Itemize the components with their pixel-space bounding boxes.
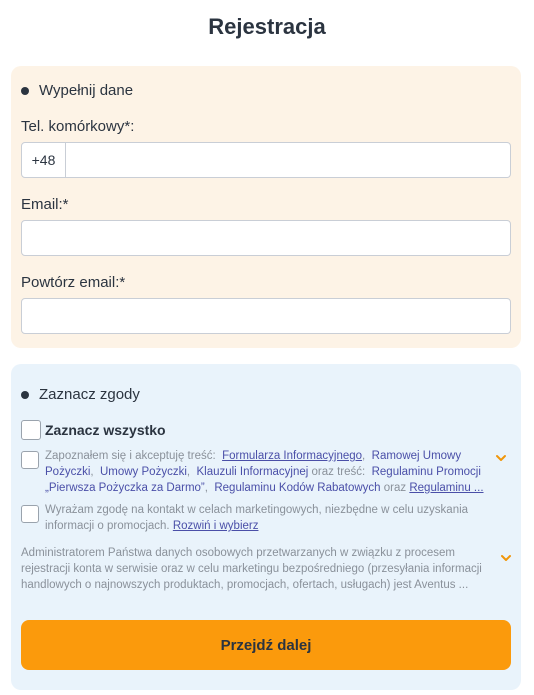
page-title: Rejestracja [208, 14, 326, 39]
expand-chevron-icon[interactable] [495, 452, 507, 464]
email-repeat-label: Powtórz email:* [21, 274, 126, 291]
marketing-expand-link[interactable]: Rozwiń i wybierz [172, 520, 259, 532]
email-field [21, 220, 511, 256]
personal-data-section [11, 66, 521, 348]
terms-sep: , [204, 482, 208, 494]
marketing-text [45, 502, 497, 534]
expand-chevron-icon[interactable] [500, 552, 512, 564]
terms-sep: , [362, 450, 366, 462]
terms-link-promocja[interactable]: Regulaminu Promocji „Pierwsza Pożyczka za Darmo” [45, 466, 481, 494]
phone-input[interactable] [66, 143, 510, 177]
email-repeat-input[interactable] [22, 299, 510, 333]
consent-section [11, 364, 521, 690]
section-heading-text: Wypełnij dane [39, 82, 134, 99]
select-all-checkbox[interactable] [21, 420, 41, 440]
terms-link-formularz[interactable]: Formularza Informacyjnego [222, 450, 363, 462]
section-heading [21, 386, 140, 403]
bullet-icon [21, 87, 29, 95]
marketing-checkbox[interactable] [21, 505, 39, 523]
marketing-text-body: Wyrażam zgodę na kontakt w celach marketingowych, niezbędne w celu uzyskania informacji o promocjach. [45, 504, 469, 532]
terms-link-kody[interactable]: Regulaminu Kodów Rabatowych [214, 482, 381, 494]
terms-prefix: Zapoznałem się i akceptuję treść: [45, 450, 216, 462]
section-heading [21, 82, 133, 99]
admin-info-text: Administratorem Państwa danych osobowych przetwarzanych w związku z procesem rejestracji konta w serwisie oraz w celu marketingu bezpośredniego (przesyłania informacji handlowych o najnowszych produktach, promocjach, ofertach, usługach) jest Aventus ... [21, 547, 482, 591]
phone-prefix: +48 [22, 143, 66, 177]
terms-link-regulamin[interactable]: Regulaminu ... [409, 482, 484, 494]
select-all-label[interactable]: Zaznacz wszystko [45, 422, 166, 438]
terms-sep: oraz treść: [311, 466, 366, 478]
terms-sep: oraz [383, 482, 407, 494]
section-heading-text: Zaznacz zgody [39, 386, 140, 403]
phone-field [21, 142, 511, 178]
terms-text [45, 448, 497, 496]
bullet-icon [21, 391, 29, 399]
terms-sep: , [90, 466, 94, 478]
terms-sep: , [186, 466, 191, 478]
terms-checkbox[interactable] [21, 451, 39, 469]
email-label: Email:* [21, 196, 69, 213]
email-input[interactable] [22, 221, 510, 255]
submit-button[interactable]: Przejdź dalej [21, 620, 511, 670]
terms-link-umowa[interactable]: Umowy Pożyczki [99, 466, 187, 478]
terms-link-ramowa[interactable]: Ramowej Umowy Pożyczki [45, 450, 462, 478]
terms-link-klauzula[interactable]: Klauzuli Informacyjnej [196, 466, 309, 478]
phone-label: Tel. komórkowy*: [21, 118, 135, 135]
email-repeat-field [21, 298, 511, 334]
